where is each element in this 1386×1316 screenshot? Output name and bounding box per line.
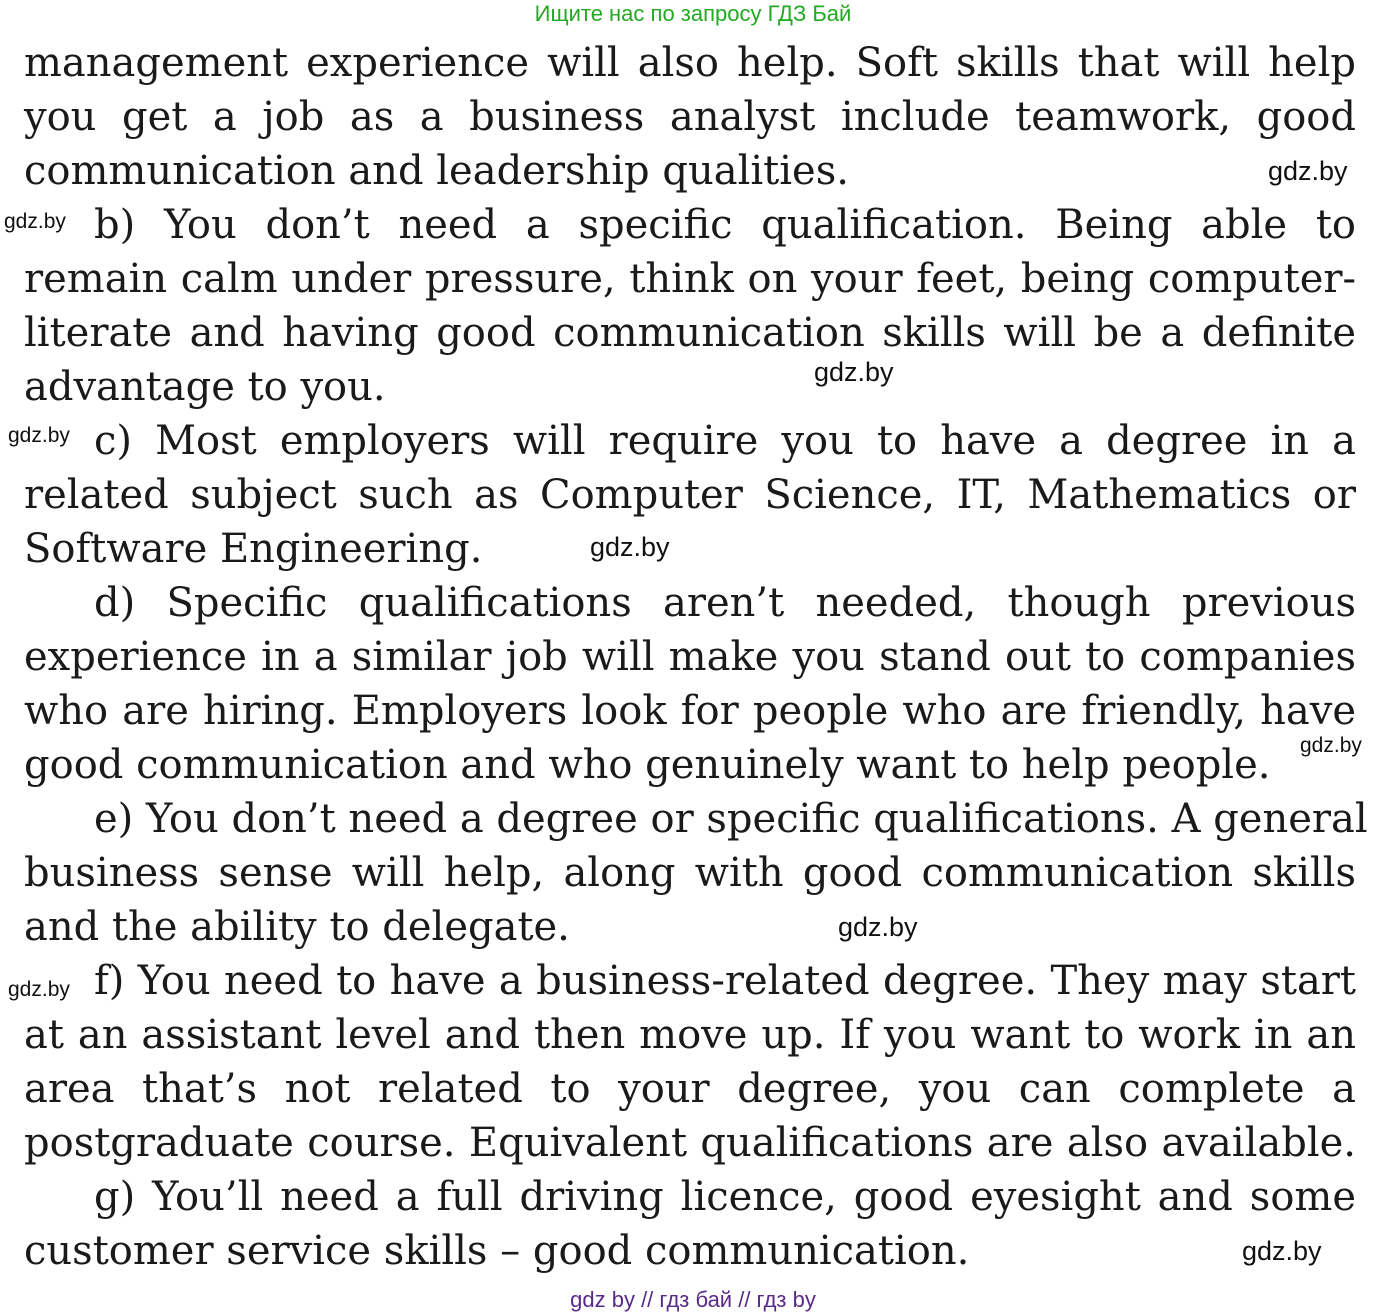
text-line: you get a job as a business analyst include teamwork, good: [24, 94, 1356, 140]
watermark: gdz.by: [814, 357, 894, 387]
item-f-line: f) You need to have a business-related degree. They may start: [94, 958, 1356, 1004]
watermark: gdz.by: [590, 532, 670, 562]
text-line: related subject such as Computer Science, IT, Mathematics or: [24, 472, 1356, 518]
text-line: communication and leadership qualities.: [24, 148, 849, 194]
watermark: gdz.by: [1300, 734, 1362, 757]
text-line: literate and having good communication skills will be a definite: [24, 310, 1356, 356]
item-b-line: b) You don’t need a specific qualification. Being able to: [94, 202, 1356, 248]
text-line: business sense will help, along with good communication skills: [24, 850, 1356, 896]
text-line: area that’s not related to your degree, you can complete a: [24, 1066, 1356, 1112]
top-banner: Ищите нас по запросу ГДЗ Бай: [534, 1, 852, 26]
watermark: gdz.by: [1268, 156, 1348, 186]
text-line: remain calm under pressure, think on your feet, being computer-: [24, 256, 1356, 302]
text-line: good communication and who genuinely want to help people.: [24, 742, 1271, 788]
item-c-line: c) Most employers will require you to have a degree in a: [94, 418, 1356, 464]
watermark: gdz.by: [8, 978, 70, 1001]
text-line: customer service skills – good communication.: [24, 1228, 970, 1274]
text-line: management experience will also help. Soft skills that will help: [24, 40, 1356, 86]
watermark: gdz.by: [838, 912, 918, 942]
text-line: experience in a similar job will make you stand out to companies: [24, 634, 1356, 680]
item-e-line: e) You don’t need a degree or specific qualifications. A general: [94, 796, 1368, 842]
text-line: Software Engineering.: [24, 526, 483, 572]
text-line: who are hiring. Employers look for people who are friendly, have: [24, 688, 1356, 734]
text-line: postgraduate course. Equivalent qualifications are also available.: [24, 1120, 1356, 1166]
text-line: and the ability to delegate.: [24, 904, 570, 950]
text-line: at an assistant level and then move up. If you want to work in an: [24, 1012, 1356, 1058]
watermark: gdz.by: [8, 424, 70, 447]
item-d-line: d) Specific qualifications aren’t needed, though previous: [94, 580, 1356, 626]
footer-watermark: gdz by // гдз бай // гдз by: [570, 1287, 816, 1312]
item-g-line: g) You’ll need a full driving licence, good eyesight and some: [94, 1174, 1356, 1220]
watermark: gdz.by: [1242, 1236, 1322, 1266]
watermark: gdz.by: [4, 210, 66, 233]
text-line: advantage to you.: [24, 364, 386, 410]
